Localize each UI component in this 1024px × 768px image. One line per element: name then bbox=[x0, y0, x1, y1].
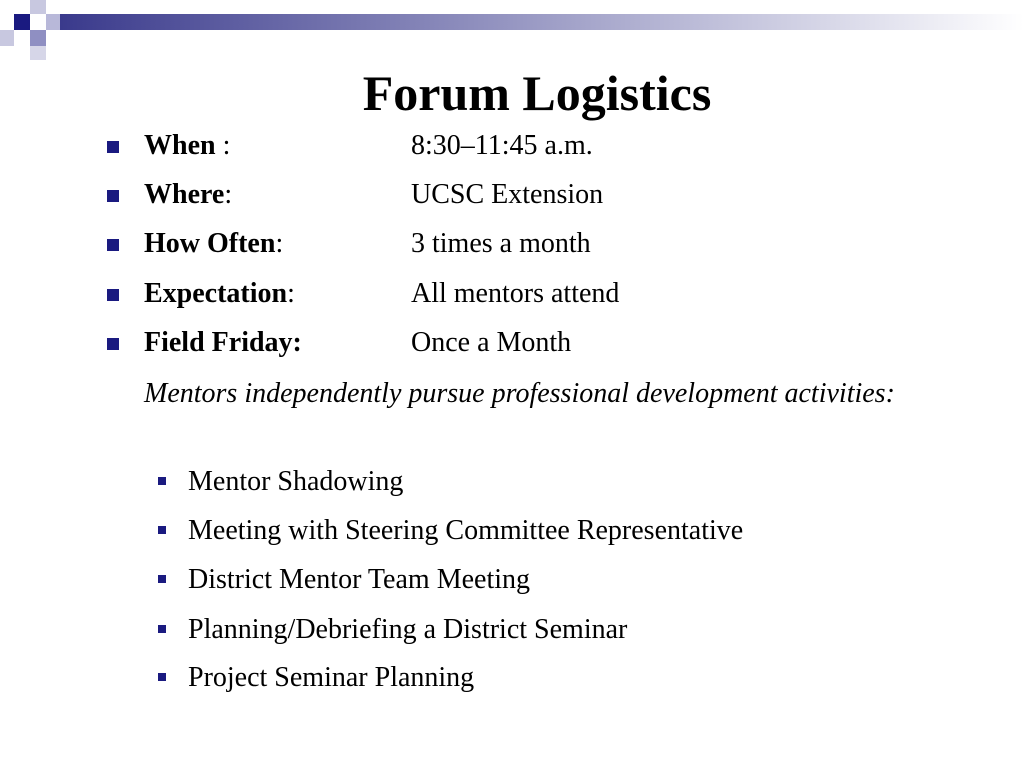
item-value: 3 times a month bbox=[411, 228, 591, 259]
sub-bullet-icon bbox=[158, 625, 166, 633]
bullet-icon bbox=[107, 289, 119, 301]
bullet-icon bbox=[107, 239, 119, 251]
item-label: How Often: bbox=[144, 228, 284, 259]
bullet-icon bbox=[107, 190, 119, 202]
sub-bullet-icon bbox=[158, 526, 166, 534]
sub-bullet-icon bbox=[158, 477, 166, 485]
slide-title: Forum Logistics bbox=[362, 65, 712, 121]
sub-bullet-icon bbox=[158, 673, 166, 681]
sub-item-text: Project Seminar Planning bbox=[188, 662, 475, 693]
bullet-icon bbox=[107, 141, 119, 153]
item-value: 8:30–11:45 a.m. bbox=[411, 130, 593, 161]
item-label: Expectation: bbox=[144, 278, 295, 309]
sub-bullet-icon bbox=[158, 575, 166, 583]
item-label: When : bbox=[144, 130, 231, 161]
sub-item-text: Planning/Debriefing a District Seminar bbox=[188, 614, 628, 645]
item-label: Field Friday: bbox=[144, 327, 302, 358]
item-label: Where: bbox=[144, 179, 233, 210]
sub-item-text: Meeting with Steering Committee Representative bbox=[188, 515, 744, 546]
bullet-icon bbox=[107, 338, 119, 350]
note-text: Mentors independently pursue professional development activities: bbox=[144, 378, 895, 409]
item-value: Once a Month bbox=[411, 327, 572, 358]
item-value: All mentors attend bbox=[411, 278, 620, 309]
item-value: UCSC Extension bbox=[411, 179, 604, 210]
sub-item-text: Mentor Shadowing bbox=[188, 466, 404, 497]
sub-item-text: District Mentor Team Meeting bbox=[188, 564, 531, 595]
